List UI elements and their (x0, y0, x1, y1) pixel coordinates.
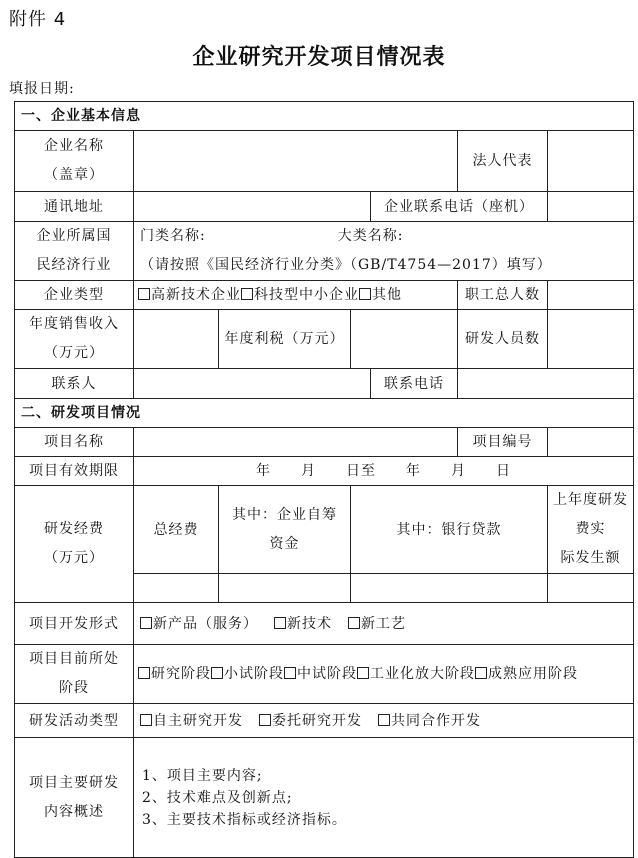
checkbox-pilot-small[interactable] (211, 667, 223, 679)
validity-field[interactable]: 年 月 日至 年 月 日 (134, 457, 634, 486)
profit-tax-field[interactable] (351, 310, 458, 369)
company-name-line1: 企业名称 (44, 138, 104, 154)
checkbox-sme[interactable] (241, 288, 253, 300)
summary-line1: 项目主要研发 (29, 774, 119, 791)
summary-field[interactable] (134, 738, 634, 858)
industry-line2: 民经济行业 (36, 257, 112, 273)
checkbox-high-tech[interactable] (138, 288, 150, 300)
project-info-table (14, 101, 634, 858)
landline-label: 企业联系电话（座机） (371, 192, 548, 222)
checkbox-pilot-mid[interactable] (284, 667, 296, 679)
industry-field[interactable] (134, 222, 634, 281)
industry-label (15, 222, 134, 281)
last-year-label (548, 486, 634, 574)
contact-phone-field[interactable] (458, 369, 634, 399)
stage-line2: 阶段 (59, 680, 89, 696)
project-name-label: 项目名称 (15, 428, 134, 457)
section1-title: 一、企业基本信息 (15, 102, 634, 131)
content-item-2: 2、技术难点及创新点; (142, 789, 293, 806)
act-opt-self-rd: 自主研究开发 (153, 712, 243, 729)
self-funds-label (219, 486, 351, 574)
legal-rep-label: 法人代表 (458, 131, 548, 192)
bank-loan-label: 其中：银行贷款 (351, 486, 548, 574)
checkbox-research[interactable] (138, 667, 150, 679)
rd-staff-label: 研发人员数 (458, 310, 548, 369)
checkbox-other[interactable] (359, 288, 371, 300)
form-opt-new-process: 新工艺 (361, 615, 406, 632)
landline-field[interactable] (548, 192, 634, 222)
last-year-field[interactable] (548, 574, 634, 603)
checkbox-mature[interactable] (475, 667, 487, 679)
contact-field[interactable] (134, 369, 371, 399)
company-name-line2: （盖章） (44, 167, 104, 183)
type-opt-high-tech: 高新技术企业 (151, 287, 241, 303)
project-name-field[interactable] (134, 428, 458, 457)
section2-title: 二、研发项目情况 (15, 399, 634, 428)
self-funds-line1: 其中：企业自筹 (232, 506, 337, 523)
activity-label: 研发活动类型 (15, 704, 134, 738)
summary-line2: 内容概述 (44, 803, 104, 820)
stage-opt-pilot-mid: 中试阶段 (297, 666, 357, 682)
validity-label: 项目有效期限 (15, 457, 134, 486)
dev-form-label: 项目开发形式 (15, 603, 134, 645)
stage-options (134, 645, 634, 704)
dev-form-options (134, 603, 634, 645)
contact-phone-label: 联系电话 (371, 369, 458, 399)
checkbox-scale-up[interactable] (357, 667, 369, 679)
fill-date-label: 填报日期: (9, 81, 75, 97)
stage-opt-pilot-small: 小试阶段 (224, 666, 284, 682)
bank-loan-field[interactable] (351, 574, 548, 603)
form-opt-new-tech: 新技术 (287, 615, 332, 632)
form-title: 企业研究开发项目情况表 (192, 44, 446, 70)
content-item-1: 1、项目主要内容; (142, 767, 263, 784)
attachment-label: 附件 4 (9, 9, 67, 30)
address-label: 通讯地址 (15, 192, 134, 222)
address-field[interactable] (134, 192, 371, 222)
stage-opt-mature: 成熟应用阶段 (488, 666, 578, 682)
funds-line2: （万元） (44, 550, 104, 566)
type-opt-other: 其他 (372, 287, 402, 303)
act-opt-commissioned-rd: 委托研究开发 (272, 712, 362, 729)
company-type-options (134, 281, 458, 310)
industry-line1: 企业所属国 (36, 228, 112, 244)
project-no-field[interactable] (548, 428, 634, 457)
stage-opt-research: 研究阶段 (151, 666, 211, 682)
sales-label (15, 310, 134, 369)
act-opt-joint-rd: 共同合作开发 (391, 712, 481, 729)
rd-staff-field[interactable] (548, 310, 634, 369)
content-item-3: 3、主要技术指标或经济指标。 (142, 811, 347, 828)
stage-line1: 项目目前所处 (29, 651, 119, 667)
checkbox-new-product[interactable] (140, 617, 152, 629)
checkbox-new-tech[interactable] (274, 617, 286, 629)
total-funds-field[interactable] (134, 574, 219, 603)
last-year-line2: 际发生额 (560, 550, 621, 566)
company-type-label: 企业类型 (15, 281, 134, 310)
industry-note: （请按照《国民经济行业分类》（GB/T4754—2017）填写） (140, 257, 552, 273)
employees-field[interactable] (548, 281, 634, 310)
checkbox-commissioned-rd[interactable] (259, 714, 271, 726)
profit-tax-label: 年度利税（万元） (219, 310, 351, 369)
total-funds-label: 总经费 (134, 486, 219, 574)
contact-label: 联系人 (15, 369, 134, 399)
checkbox-joint-rd[interactable] (378, 714, 390, 726)
funds-label (15, 486, 134, 603)
category-label: 门类名称: (140, 228, 206, 244)
summary-label (15, 738, 134, 858)
funds-line1: 研发经费 (44, 521, 104, 537)
type-opt-sme: 科技型中小企业 (254, 287, 359, 303)
form-opt-new-product: 新产品（服务） (153, 615, 258, 632)
major-label: 大类名称: (337, 228, 404, 244)
stage-opt-scale-up: 工业化放大阶段 (370, 666, 475, 682)
checkbox-new-process[interactable] (348, 617, 360, 629)
company-name-field[interactable] (134, 131, 458, 192)
stage-label (15, 645, 134, 704)
activity-options (134, 704, 634, 738)
sales-line1: 年度销售收入 (29, 316, 119, 332)
sales-field[interactable] (134, 310, 219, 369)
company-name-label (15, 131, 134, 192)
checkbox-self-rd[interactable] (140, 714, 152, 726)
self-funds-line2: 资金 (269, 535, 300, 552)
employees-label: 职工总人数 (458, 281, 548, 310)
project-no-label: 项目编号 (458, 428, 548, 457)
self-funds-field[interactable] (219, 574, 351, 603)
last-year-line1: 上年度研发费实 (553, 492, 628, 537)
legal-rep-field[interactable] (548, 131, 634, 192)
sales-line2: （万元） (44, 345, 104, 361)
